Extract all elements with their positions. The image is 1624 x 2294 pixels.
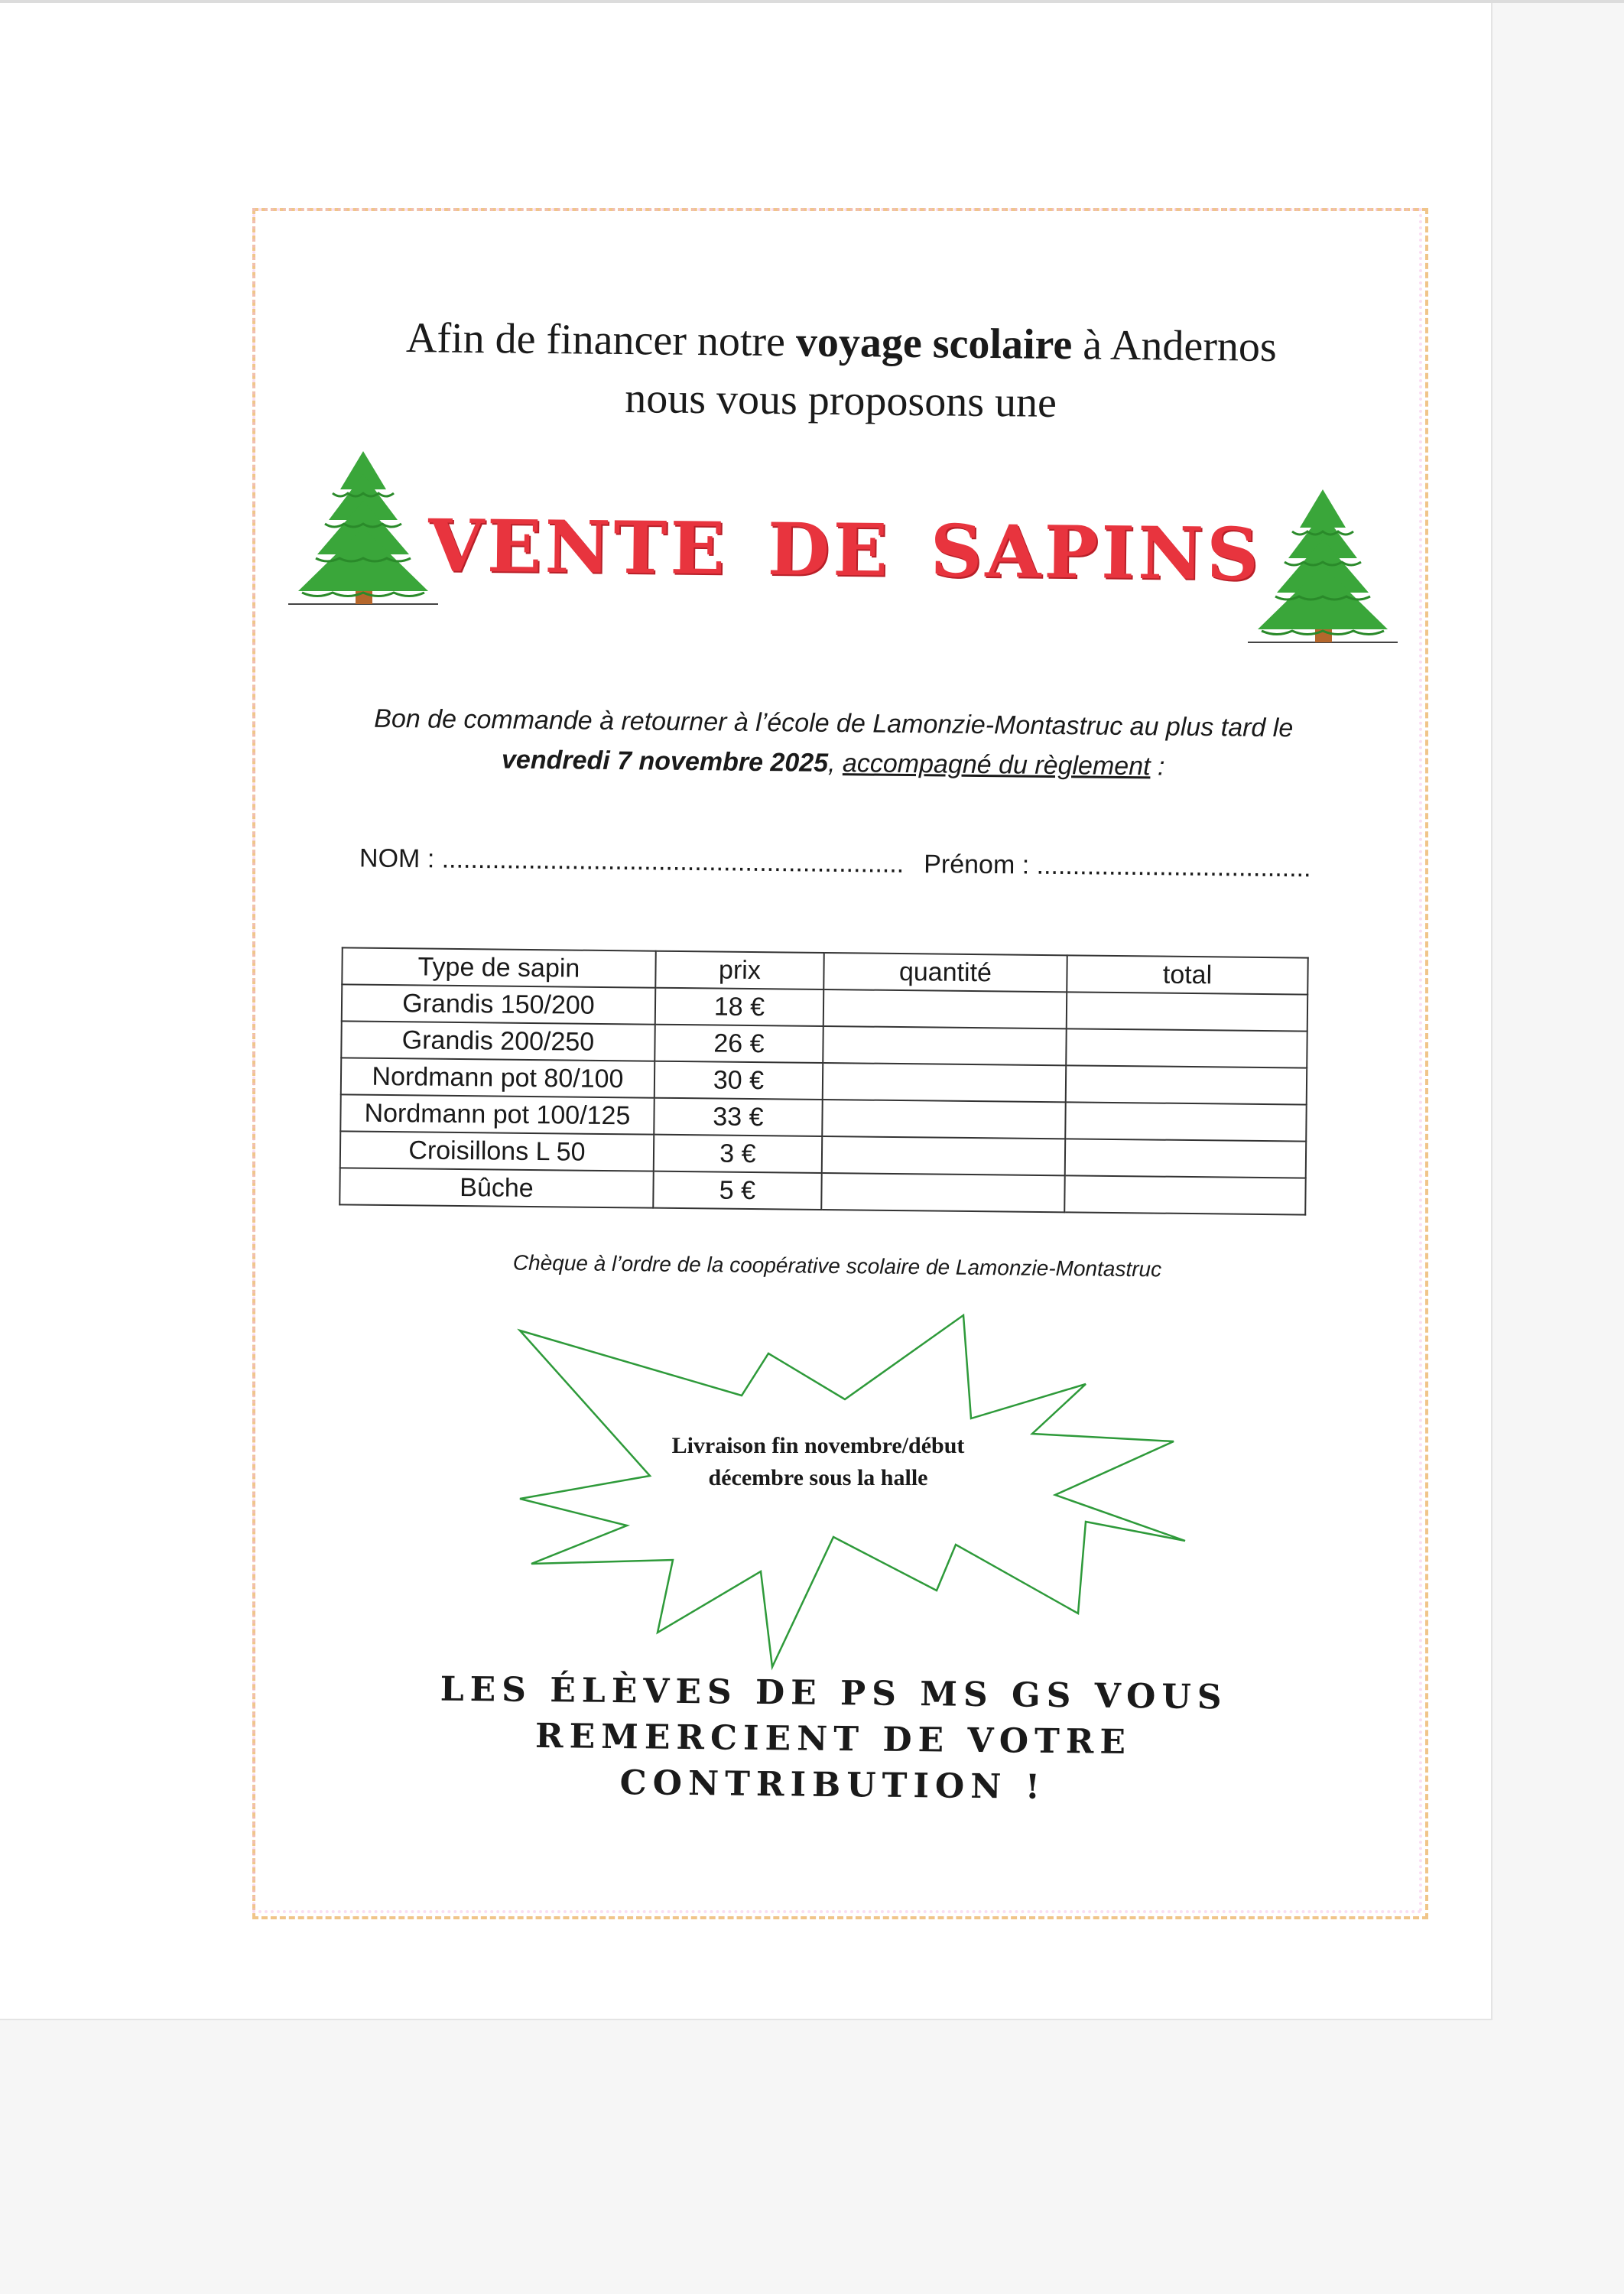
nom-label: NOM : [359,843,442,874]
row-price: 18 € [655,988,824,1026]
delivery-line-1: Livraison fin novembre/début [671,1433,965,1458]
prenom-label: Prénom : [924,850,1037,880]
total-cell[interactable] [1064,1175,1305,1214]
scan-edge [0,0,1624,3]
row-type: Bûche [339,1168,653,1207]
row-price: 3 € [654,1135,823,1173]
order-table [339,947,1308,1215]
row-price: 30 € [654,1061,823,1100]
quantity-cell[interactable] [823,989,1067,1028]
prenom-field[interactable]: ...................................... [1036,850,1311,883]
row-type: Grandis 200/250 [341,1021,654,1061]
header-quantity: quantité [823,953,1067,992]
row-type: Croisillons L 50 [340,1131,654,1171]
header-total: total [1067,955,1307,994]
header-price: prix [655,951,824,989]
quantity-cell[interactable] [822,1100,1066,1139]
title-word-de: DE [767,507,892,593]
title-word-vente: VENTE [427,504,729,592]
payment-note: accompagné du règlement [842,749,1151,781]
nom-field[interactable]: ................................................................ [441,844,905,879]
christmas-tree-icon-right [1246,486,1399,650]
instructions-line-2: vendredi 7 novembre 2025, accompagné du règlement : [501,745,1165,781]
thanks-message [359,1666,1308,1814]
delivery-info [642,1430,994,1494]
total-cell[interactable] [1067,992,1307,1031]
row-price: 33 € [654,1098,823,1136]
row-type: Grandis 150/200 [342,984,655,1024]
intro-line-1: Afin de financer notre voyage scolaire à Andernos [405,314,1278,371]
quantity-cell[interactable] [823,1063,1067,1102]
quantity-cell[interactable] [822,1136,1066,1175]
row-type: Nordmann pot 100/125 [340,1094,654,1134]
title-word-sapins: SAPINS [930,509,1262,597]
row-price: 5 € [653,1171,822,1210]
christmas-tree-icon-left [287,447,440,612]
row-price: 26 € [654,1025,823,1063]
header-type: Type de sapin [342,947,655,987]
quantity-cell[interactable] [821,1173,1065,1212]
total-cell[interactable] [1065,1102,1306,1141]
intro-line-2: nous vous proposons une [624,375,1057,427]
intro-text [305,308,1377,436]
order-instructions [336,698,1330,788]
thanks-line-3: CONTRIBUTION ! [619,1763,1047,1807]
total-cell[interactable] [1065,1139,1306,1178]
deadline-date: vendredi 7 novembre 2025 [501,745,829,778]
trip-emphasis: voyage scolaire [795,318,1073,369]
instructions-line-1: Bon de commande à retourner à l’école de Lamonzie-Montastruc au plus tard le [374,703,1294,743]
total-cell[interactable] [1066,1065,1307,1104]
thanks-line-2: REMERCIENT DE VOTRE [534,1716,1132,1763]
cheque-note: Chèque à l’ordre de la coopérative scolaire de Lamonzie-Montastruc [512,1250,1162,1282]
delivery-line-2: décembre sous la halle [708,1465,928,1490]
row-type: Nordmann pot 80/100 [341,1058,654,1097]
thanks-line-1: LES ÉLÈVES DE PS MS GS VOUS [440,1669,1228,1717]
total-cell[interactable] [1066,1028,1307,1067]
quantity-cell[interactable] [823,1026,1067,1065]
sale-title [427,500,1262,600]
